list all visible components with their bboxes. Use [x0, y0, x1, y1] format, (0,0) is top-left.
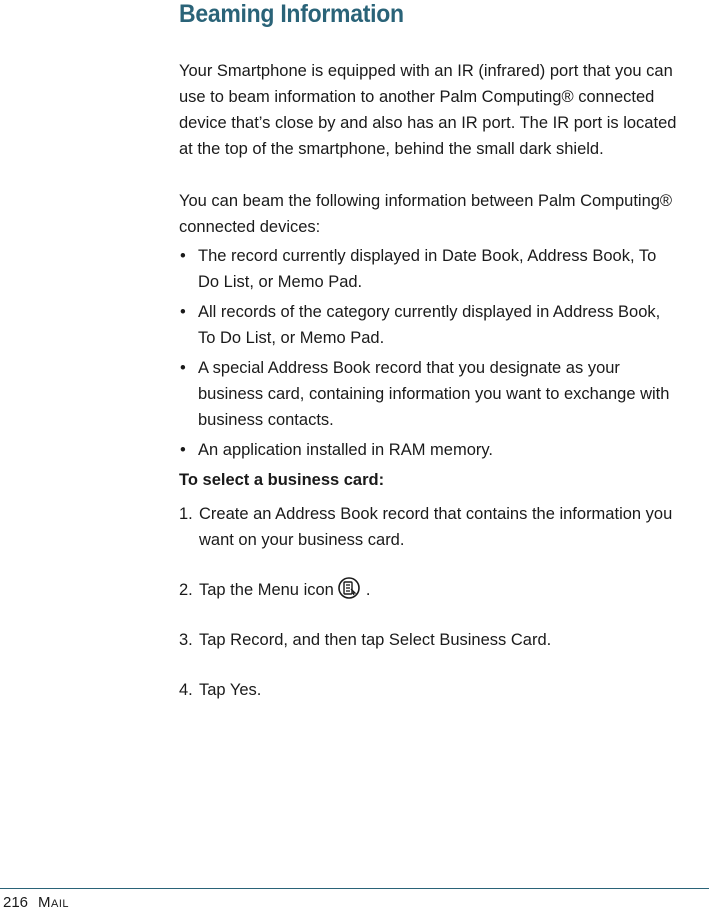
- step-text: Tap Yes.: [199, 681, 262, 699]
- bullet-marker: •: [180, 441, 186, 459]
- step-number: 3.: [179, 631, 193, 649]
- step-number: 4.: [179, 681, 193, 699]
- step-text: Create an Address Book record that contains the information you want on your business card.: [199, 505, 673, 549]
- page-number: 216: [3, 894, 29, 911]
- step-text-end: .: [365, 581, 371, 599]
- step-item: [179, 577, 679, 603]
- bullet-marker: •: [180, 359, 186, 377]
- intro-paragraph: Your Smartphone is equipped with an IR (infrared) port that you can use to beam information to another Palm Computing® connected device that’s close by and also has an IR port. The IR port is located at the top of the smartphone, behind the small dark shield.: [179, 62, 677, 158]
- list-item: • A special Address Book record that you designate as your business card, containing information you want to exchange with business contacts.: [179, 355, 679, 433]
- list-item: • The record currently displayed in Date Book, Address Book, To Do List, or Memo Pad.: [179, 243, 679, 295]
- footer-divider: [0, 888, 709, 889]
- page-body: [179, 58, 679, 727]
- procedure-steps: [179, 501, 679, 703]
- page-footer: [3, 894, 69, 911]
- page-title: Beaming Information: [179, 0, 404, 28]
- step-item: [179, 677, 679, 703]
- step-number: 2.: [179, 581, 193, 599]
- beamable-items-list: [179, 243, 679, 463]
- procedure-heading: To select a business card:: [179, 471, 385, 489]
- bullet-marker: •: [180, 303, 186, 321]
- menu-icon: [338, 577, 360, 599]
- step-number: 1.: [179, 505, 193, 523]
- step-item: [179, 501, 679, 553]
- section-name: Mail: [38, 894, 70, 911]
- list-item: • All records of the category currently displayed in Address Book, To Do List, or Memo Pad.: [179, 299, 679, 351]
- step-item: [179, 627, 679, 653]
- list-item: • An application installed in RAM memory.: [179, 437, 679, 463]
- list-intro-paragraph: You can beam the following information between Palm Computing® connected devices:: [179, 192, 673, 236]
- step-text: Tap the Menu icon: [199, 581, 334, 599]
- step-text: Tap Record, and then tap Select Business Card.: [199, 631, 552, 649]
- bullet-marker: •: [180, 247, 186, 265]
